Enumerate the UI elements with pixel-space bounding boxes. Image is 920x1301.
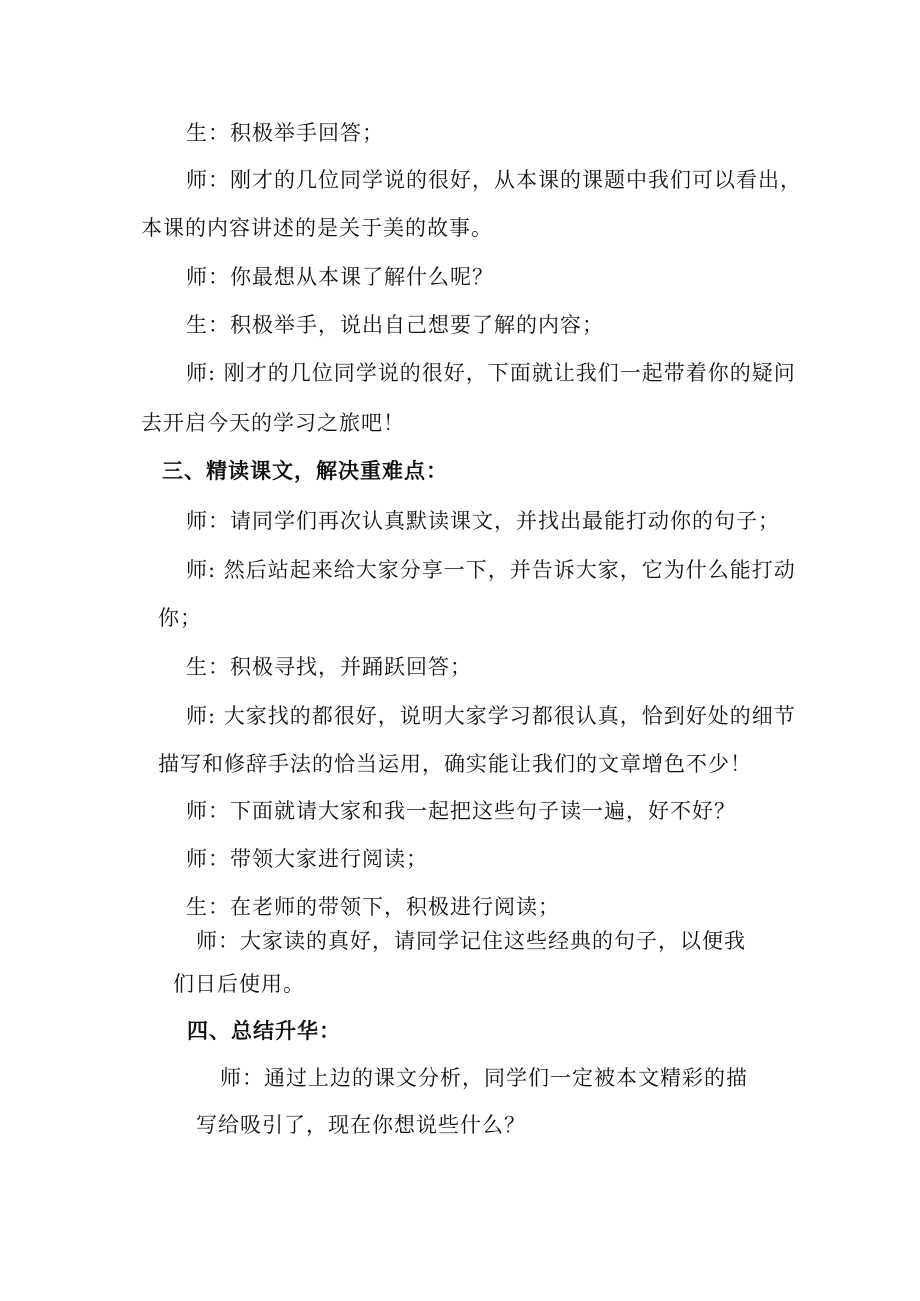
paragraph-line: 师: 然后站起来给大家分享一下，并告诉大家，它为什么能打动: [186, 558, 796, 582]
paragraph-line: 去开启今天的学习之旅吧！: [141, 411, 405, 435]
section-heading: 三、精读课文，解决重难点：: [162, 458, 448, 483]
paragraph-line: 写给吸引了，现在你想说些什么？: [196, 1113, 526, 1137]
paragraph-line: 师：刚才的几位同学说的很好，从本课的课题中我们可以看出，: [186, 168, 802, 192]
section-heading: 四、总结升华：: [187, 1018, 341, 1043]
paragraph-line: 师：通过上边的课文分析，同学们一定被本文精彩的描: [220, 1066, 748, 1090]
paragraph-line: 师：请同学们再次认真默读课文，并找出最能打动你的句子；: [186, 509, 780, 533]
paragraph-line: 本课的内容讲述的是关于美的故事。: [141, 216, 493, 240]
paragraph-line: 你；: [158, 606, 202, 630]
paragraph-line: 师：带领大家进行阅读；: [186, 847, 428, 871]
paragraph-line: 师: 刚才的几位同学说的很好，下面就让我们一起带着你的疑问: [186, 361, 796, 385]
paragraph-line: 生：积极举手，说出自己想要了解的内容；: [186, 313, 604, 337]
paragraph-line: 描写和修辞手法的恰当运用，确实能让我们的文章增色不少！: [158, 752, 752, 776]
paragraph-line: 生：积极举手回答；: [186, 121, 384, 145]
paragraph-line: 师: 大家找的都很好，说明大家学习都很认真，恰到好处的细节: [186, 704, 796, 728]
paragraph-line: 生：在老师的带领下，积极进行阅读；: [186, 895, 560, 919]
paragraph-line: 师：你最想从本课了解什么呢？: [186, 265, 494, 289]
paragraph-line: 师：大家读的真好，请同学记住这些经典的句子，以便我: [196, 929, 746, 953]
paragraph-line: 生：积极寻找，并踊跃回答；: [186, 655, 472, 679]
paragraph-line: 们日后使用。: [173, 972, 305, 996]
paragraph-line: 师：下面就请大家和我一起把这些句子读一遍，好不好？: [186, 799, 736, 823]
